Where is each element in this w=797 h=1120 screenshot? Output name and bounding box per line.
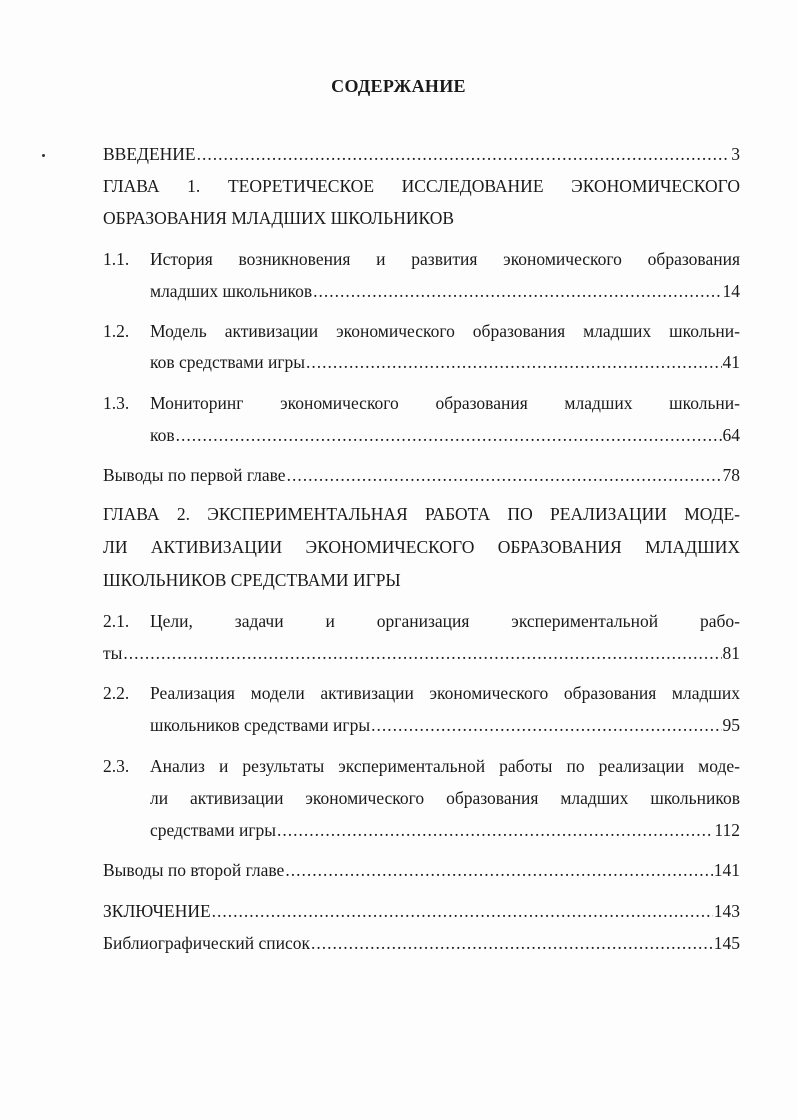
toc-title: СОДЕРЖАНИЕ: [331, 76, 466, 96]
toc-entry-page: 95: [722, 715, 740, 735]
toc-section-2-2-line-2[interactable]: [150, 714, 740, 736]
toc-entry-label: ВВЕДЕНИЕ: [103, 144, 196, 164]
toc-entry-label: ЗКЛЮЧЕНИЕ: [103, 901, 211, 921]
leader-dots: [212, 900, 713, 922]
toc-entry-label: Выводы по второй главе: [103, 860, 285, 880]
toc-chapter-2-line-3[interactable]: ШКОЛЬНИКОВ СРЕДСТВАМИ ИГРЫ: [103, 570, 401, 590]
toc-chapter-1-line-2[interactable]: ОБРАЗОВАНИЯ МЛАДШИХ ШКОЛЬНИКОВ: [103, 208, 455, 228]
leader-dots: [313, 280, 721, 302]
toc-section-2-1-line-1[interactable]: Цели, задачи и организация экспериментальной рабо-: [150, 611, 740, 631]
toc-entry-label: Выводы по первой главе: [103, 465, 286, 485]
toc-entry-conclusion-2[interactable]: [103, 859, 740, 881]
toc-entry-label: средствами игры: [150, 820, 277, 840]
toc-section-number: 2.1.: [103, 611, 130, 631]
leader-dots: [371, 714, 721, 736]
toc-section-2-1-line-2[interactable]: [103, 642, 740, 664]
toc-section-number: 2.3.: [103, 756, 130, 776]
toc-entry-page: 143: [713, 901, 740, 921]
toc-entry-label: ты: [103, 643, 123, 663]
leader-dots: [277, 819, 713, 841]
toc-entry-page: 141: [713, 860, 740, 880]
toc-section-2-3-line-1[interactable]: Анализ и результаты экспериментальной работы по реализации моде-: [150, 756, 740, 776]
leader-dots: [197, 143, 731, 165]
leader-dots: [285, 859, 712, 881]
toc-chapter-2-line-2[interactable]: ЛИ АКТИВИЗАЦИИ ЭКОНОМИЧЕСКОГО ОБРАЗОВАНИЯ МЛАДШИХ: [103, 537, 740, 557]
toc-entry-page: 112: [714, 820, 740, 840]
toc-section-1-3-line-2[interactable]: [150, 424, 740, 446]
toc-section-1-3-line-1[interactable]: Мониторинг экономического образования младших школьни-: [150, 393, 740, 413]
toc-chapter-1-line-1[interactable]: ГЛАВА 1. ТЕОРЕТИЧЕСКОЕ ИССЛЕДОВАНИЕ ЭКОНОМИЧЕСКОГО: [103, 176, 740, 196]
toc-entry-page: 78: [722, 465, 740, 485]
toc-section-2-3-line-2[interactable]: ли активизации экономического образования младших школьников: [150, 788, 740, 808]
toc-section-number: 1.3.: [103, 393, 130, 413]
toc-section-1-2-line-2[interactable]: [150, 351, 740, 373]
scan-speck: [42, 154, 45, 157]
toc-entry-final[interactable]: [103, 900, 740, 922]
toc-entry-page: 3: [731, 144, 740, 164]
leader-dots: [311, 932, 713, 954]
toc-entry-conclusion-1[interactable]: [103, 464, 740, 486]
leader-dots: [123, 642, 721, 664]
toc-entry-page: 14: [722, 281, 740, 301]
toc-section-number: 1.2.: [103, 321, 130, 341]
toc-entry-label: Библиографический список: [103, 933, 311, 953]
leader-dots: [176, 424, 722, 446]
toc-section-1-2-line-1[interactable]: Модель активизации экономического образования младших школьни-: [150, 321, 740, 341]
toc-entry-label: ков средствами игры: [150, 352, 306, 372]
toc-entry-label: младших школьников: [150, 281, 313, 301]
toc-section-number: 1.1.: [103, 249, 130, 269]
toc-entry-label: ков: [150, 425, 175, 445]
toc-entry-page: 41: [722, 352, 740, 372]
leader-dots: [306, 351, 721, 373]
toc-entry-page: 64: [722, 425, 740, 445]
toc-section-2-2-line-1[interactable]: Реализация модели активизации экономического образования младших: [150, 683, 740, 703]
toc-chapter-2-line-1[interactable]: ГЛАВА 2. ЭКСПЕРИМЕНТАЛЬНАЯ РАБОТА ПО РЕАЛИЗАЦИИ МОДЕ-: [103, 504, 740, 524]
toc-section-number: 2.2.: [103, 683, 130, 703]
leader-dots: [287, 464, 722, 486]
toc-entry-page: 81: [722, 643, 740, 663]
toc-entry-bibliography[interactable]: [103, 932, 740, 954]
toc-entry-intro[interactable]: [103, 143, 740, 165]
toc-section-2-3-line-3[interactable]: [150, 819, 740, 841]
toc-section-1-1-line-1[interactable]: История возникновения и развития экономического образования: [150, 249, 740, 269]
toc-section-1-1-line-2[interactable]: [150, 280, 740, 302]
toc-entry-page: 145: [713, 933, 740, 953]
toc-entry-label: школьников средствами игры: [150, 715, 371, 735]
